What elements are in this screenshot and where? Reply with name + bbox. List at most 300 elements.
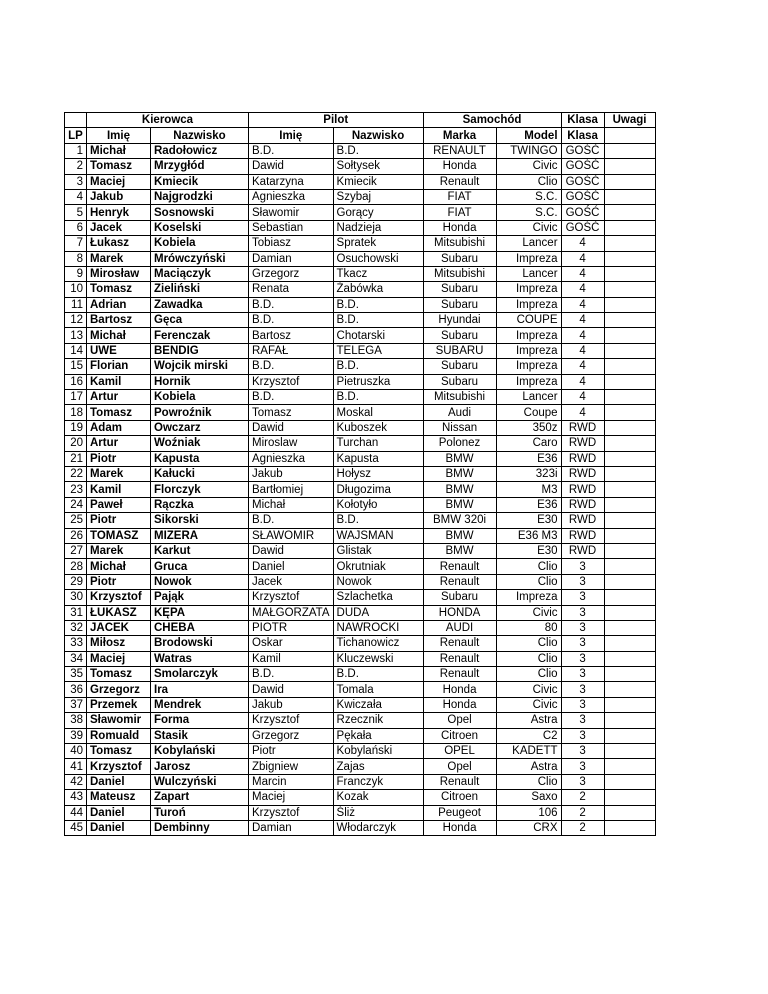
cell-codriver-last-name: Nowok: [333, 574, 423, 589]
table-row: [65, 466, 656, 481]
cell-notes: [604, 343, 655, 358]
results-table: [64, 112, 656, 836]
cell-codriver-last-name: Okrutniak: [333, 559, 423, 574]
cell-car-model: Civic: [496, 605, 561, 620]
cell-notes: [604, 390, 655, 405]
header-pilot-imie: Imię: [249, 128, 334, 143]
cell-driver-first-name: Paweł: [87, 497, 151, 512]
cell-codriver-first-name: Damian: [249, 820, 334, 835]
cell-notes: [604, 143, 655, 158]
header-kierowca-nazwisko: Nazwisko: [151, 128, 249, 143]
cell-car-make: Audi: [423, 405, 496, 420]
table-row: [65, 713, 656, 728]
table-row: [65, 374, 656, 389]
cell-codriver-last-name: Spratek: [333, 236, 423, 251]
cell-codriver-first-name: Dawid: [249, 159, 334, 174]
cell-driver-first-name: Grzegorz: [87, 682, 151, 697]
cell-driver-last-name: Radołowicz: [151, 143, 249, 158]
cell-class: 2: [561, 820, 604, 835]
cell-codriver-first-name: B.D.: [249, 143, 334, 158]
cell-class: RWD: [561, 436, 604, 451]
cell-lp: 29: [65, 574, 87, 589]
cell-driver-last-name: BENDIG: [151, 343, 249, 358]
table-row: [65, 697, 656, 712]
cell-codriver-first-name: Krzysztof: [249, 713, 334, 728]
table-row: [65, 174, 656, 189]
cell-driver-first-name: Michał: [87, 143, 151, 158]
cell-codriver-first-name: Agnieszka: [249, 189, 334, 204]
header-uwagi-blank: [604, 128, 655, 143]
cell-driver-last-name: Jarosz: [151, 759, 249, 774]
cell-codriver-first-name: Michał: [249, 497, 334, 512]
cell-notes: [604, 374, 655, 389]
cell-notes: [604, 189, 655, 204]
cell-codriver-last-name: Kluczewski: [333, 651, 423, 666]
cell-car-make: AUDI: [423, 620, 496, 635]
table-row: [65, 159, 656, 174]
cell-notes: [604, 205, 655, 220]
cell-lp: 1: [65, 143, 87, 158]
cell-lp: 2: [65, 159, 87, 174]
cell-driver-last-name: MIZERA: [151, 528, 249, 543]
cell-notes: [604, 482, 655, 497]
cell-notes: [604, 159, 655, 174]
cell-codriver-first-name: Jacek: [249, 574, 334, 589]
cell-lp: 38: [65, 713, 87, 728]
header-pilot-nazwisko: Nazwisko: [333, 128, 423, 143]
table-row: [65, 266, 656, 281]
cell-lp: 20: [65, 436, 87, 451]
header-pilot: Pilot: [249, 113, 424, 128]
cell-codriver-last-name: Moskal: [333, 405, 423, 420]
cell-notes: [604, 682, 655, 697]
cell-codriver-first-name: Maciej: [249, 790, 334, 805]
cell-lp: 24: [65, 497, 87, 512]
cell-car-make: FIAT: [423, 205, 496, 220]
cell-lp: 43: [65, 790, 87, 805]
cell-codriver-last-name: Franczyk: [333, 774, 423, 789]
cell-lp: 26: [65, 528, 87, 543]
cell-codriver-last-name: B.D.: [333, 513, 423, 528]
cell-codriver-first-name: B.D.: [249, 390, 334, 405]
cell-codriver-last-name: Kmiecik: [333, 174, 423, 189]
cell-car-model: Civic: [496, 682, 561, 697]
cell-class: 3: [561, 697, 604, 712]
cell-codriver-last-name: Kwiczała: [333, 697, 423, 712]
cell-lp: 9: [65, 266, 87, 281]
cell-notes: [604, 590, 655, 605]
cell-class: RWD: [561, 543, 604, 558]
header-kierowca: Kierowca: [87, 113, 249, 128]
cell-codriver-first-name: Jakub: [249, 697, 334, 712]
table-row: [65, 297, 656, 312]
cell-codriver-first-name: RAFAŁ: [249, 343, 334, 358]
cell-car-model: E30: [496, 543, 561, 558]
cell-car-model: Impreza: [496, 359, 561, 374]
cell-class: 3: [561, 667, 604, 682]
table-row: [65, 189, 656, 204]
cell-car-make: RENAULT: [423, 143, 496, 158]
cell-notes: [604, 528, 655, 543]
table-row: [65, 528, 656, 543]
cell-class: 3: [561, 574, 604, 589]
cell-car-make: SUBARU: [423, 343, 496, 358]
cell-class: RWD: [561, 497, 604, 512]
cell-notes: [604, 805, 655, 820]
cell-driver-last-name: Dembinny: [151, 820, 249, 835]
cell-codriver-first-name: Krzysztof: [249, 590, 334, 605]
cell-car-make: BMW 320i: [423, 513, 496, 528]
cell-driver-last-name: Zapart: [151, 790, 249, 805]
cell-car-model: Clio: [496, 636, 561, 651]
cell-driver-last-name: Najgrodzki: [151, 189, 249, 204]
cell-driver-last-name: Gęca: [151, 313, 249, 328]
cell-codriver-last-name: Włodarczyk: [333, 820, 423, 835]
cell-driver-last-name: Wojcik mirski: [151, 359, 249, 374]
cell-driver-first-name: Piotr: [87, 451, 151, 466]
cell-driver-last-name: Mendrek: [151, 697, 249, 712]
cell-codriver-first-name: Krzysztof: [249, 805, 334, 820]
table-row: [65, 451, 656, 466]
cell-class: 4: [561, 328, 604, 343]
cell-class: 4: [561, 343, 604, 358]
cell-class: 3: [561, 728, 604, 743]
cell-lp: 40: [65, 744, 87, 759]
cell-car-model: Impreza: [496, 297, 561, 312]
table-row: [65, 282, 656, 297]
cell-car-model: Lancer: [496, 266, 561, 281]
cell-car-make: Subaru: [423, 328, 496, 343]
cell-notes: [604, 605, 655, 620]
cell-driver-last-name: Sosnowski: [151, 205, 249, 220]
cell-notes: [604, 820, 655, 835]
cell-car-model: Lancer: [496, 236, 561, 251]
cell-notes: [604, 636, 655, 651]
cell-class: 4: [561, 374, 604, 389]
cell-driver-last-name: Mrówczyński: [151, 251, 249, 266]
cell-driver-first-name: Tomasz: [87, 744, 151, 759]
cell-driver-first-name: UWE: [87, 343, 151, 358]
cell-driver-first-name: JACEK: [87, 620, 151, 635]
cell-codriver-last-name: WAJSMAN: [333, 528, 423, 543]
cell-codriver-first-name: Bartłomiej: [249, 482, 334, 497]
cell-driver-last-name: Gruca: [151, 559, 249, 574]
cell-lp: 8: [65, 251, 87, 266]
cell-car-make: Subaru: [423, 359, 496, 374]
cell-codriver-first-name: B.D.: [249, 667, 334, 682]
cell-codriver-first-name: Daniel: [249, 559, 334, 574]
cell-class: RWD: [561, 451, 604, 466]
cell-car-make: Honda: [423, 682, 496, 697]
cell-car-make: Mitsubishi: [423, 236, 496, 251]
cell-lp: 37: [65, 697, 87, 712]
cell-notes: [604, 620, 655, 635]
cell-car-model: E30: [496, 513, 561, 528]
table-row: [65, 728, 656, 743]
cell-class: 2: [561, 805, 604, 820]
cell-car-model: Clio: [496, 574, 561, 589]
cell-notes: [604, 236, 655, 251]
cell-driver-first-name: TOMASZ: [87, 528, 151, 543]
cell-codriver-first-name: Damian: [249, 251, 334, 266]
table-row: [65, 251, 656, 266]
cell-codriver-first-name: B.D.: [249, 359, 334, 374]
cell-car-model: Caro: [496, 436, 561, 451]
cell-car-model: Clio: [496, 174, 561, 189]
cell-car-make: Subaru: [423, 590, 496, 605]
cell-driver-last-name: Florczyk: [151, 482, 249, 497]
table-row: [65, 759, 656, 774]
cell-class: 2: [561, 790, 604, 805]
cell-driver-first-name: Marek: [87, 543, 151, 558]
cell-car-model: Saxo: [496, 790, 561, 805]
cell-codriver-first-name: MAŁGORZATA: [249, 605, 334, 620]
cell-notes: [604, 359, 655, 374]
cell-codriver-last-name: B.D.: [333, 143, 423, 158]
cell-class: GOŚĆ: [561, 143, 604, 158]
cell-car-model: 350z: [496, 420, 561, 435]
cell-driver-first-name: Jacek: [87, 220, 151, 235]
cell-car-make: Honda: [423, 220, 496, 235]
cell-notes: [604, 497, 655, 512]
cell-class: 3: [561, 651, 604, 666]
cell-codriver-first-name: Sławomir: [249, 205, 334, 220]
cell-driver-first-name: Łukasz: [87, 236, 151, 251]
cell-car-model: Impreza: [496, 328, 561, 343]
cell-lp: 35: [65, 667, 87, 682]
cell-class: 3: [561, 636, 604, 651]
cell-codriver-last-name: Kozak: [333, 790, 423, 805]
cell-codriver-first-name: Oskar: [249, 636, 334, 651]
cell-driver-last-name: Maciączyk: [151, 266, 249, 281]
cell-codriver-last-name: TELEGA: [333, 343, 423, 358]
cell-driver-first-name: Romuald: [87, 728, 151, 743]
cell-lp: 17: [65, 390, 87, 405]
cell-lp: 18: [65, 405, 87, 420]
table-body: [65, 143, 656, 836]
cell-driver-last-name: Powroźnik: [151, 405, 249, 420]
table-row: [65, 774, 656, 789]
cell-driver-first-name: Miłosz: [87, 636, 151, 651]
cell-lp: 21: [65, 451, 87, 466]
cell-lp: 41: [65, 759, 87, 774]
cell-class: GOŚĆ: [561, 189, 604, 204]
cell-codriver-first-name: Grzegorz: [249, 728, 334, 743]
cell-lp: 16: [65, 374, 87, 389]
cell-car-make: FIAT: [423, 189, 496, 204]
cell-driver-first-name: Marek: [87, 251, 151, 266]
cell-notes: [604, 405, 655, 420]
cell-driver-first-name: Mirosław: [87, 266, 151, 281]
cell-lp: 32: [65, 620, 87, 635]
cell-class: RWD: [561, 528, 604, 543]
cell-car-make: Renault: [423, 651, 496, 666]
cell-lp: 22: [65, 466, 87, 481]
cell-lp: 4: [65, 189, 87, 204]
header-marka: Marka: [423, 128, 496, 143]
header-row-groups: [65, 113, 656, 128]
cell-lp: 28: [65, 559, 87, 574]
cell-car-make: Renault: [423, 574, 496, 589]
cell-car-make: Nissan: [423, 420, 496, 435]
cell-driver-first-name: Sławomir: [87, 713, 151, 728]
cell-driver-first-name: Adrian: [87, 297, 151, 312]
cell-driver-last-name: Ira: [151, 682, 249, 697]
table-row: [65, 143, 656, 158]
cell-driver-last-name: Smolarczyk: [151, 667, 249, 682]
cell-lp: 14: [65, 343, 87, 358]
cell-car-make: BMW: [423, 466, 496, 481]
cell-car-model: TWINGO: [496, 143, 561, 158]
cell-car-make: Opel: [423, 713, 496, 728]
cell-codriver-first-name: Zbigniew: [249, 759, 334, 774]
cell-car-model: 106: [496, 805, 561, 820]
cell-codriver-first-name: Tobiasz: [249, 236, 334, 251]
cell-codriver-last-name: B.D.: [333, 297, 423, 312]
table-row: [65, 390, 656, 405]
cell-car-model: Impreza: [496, 282, 561, 297]
table-row: [65, 543, 656, 558]
cell-notes: [604, 667, 655, 682]
cell-car-model: E36 M3: [496, 528, 561, 543]
cell-driver-last-name: Woźniak: [151, 436, 249, 451]
cell-driver-first-name: Krzysztof: [87, 590, 151, 605]
cell-codriver-last-name: Pękała: [333, 728, 423, 743]
cell-codriver-first-name: Sebastian: [249, 220, 334, 235]
cell-notes: [604, 713, 655, 728]
cell-codriver-first-name: SŁAWOMIR: [249, 528, 334, 543]
cell-car-model: C2: [496, 728, 561, 743]
cell-codriver-last-name: Gorący: [333, 205, 423, 220]
cell-driver-last-name: Hornik: [151, 374, 249, 389]
cell-driver-first-name: Daniel: [87, 805, 151, 820]
cell-codriver-last-name: Kapusta: [333, 451, 423, 466]
cell-lp: 7: [65, 236, 87, 251]
cell-driver-first-name: Jakub: [87, 189, 151, 204]
cell-car-make: OPEL: [423, 744, 496, 759]
cell-lp: 42: [65, 774, 87, 789]
cell-driver-first-name: Daniel: [87, 820, 151, 835]
cell-car-model: Impreza: [496, 374, 561, 389]
cell-lp: 36: [65, 682, 87, 697]
cell-car-model: E36: [496, 451, 561, 466]
cell-lp: 12: [65, 313, 87, 328]
table-row: [65, 436, 656, 451]
cell-driver-last-name: Kobylański: [151, 744, 249, 759]
cell-notes: [604, 266, 655, 281]
cell-driver-last-name: Ferenczak: [151, 328, 249, 343]
cell-class: GOŚĆ: [561, 220, 604, 235]
cell-driver-first-name: Artur: [87, 390, 151, 405]
cell-notes: [604, 220, 655, 235]
cell-codriver-first-name: Bartosz: [249, 328, 334, 343]
cell-car-make: Polonez: [423, 436, 496, 451]
cell-codriver-first-name: Kamil: [249, 651, 334, 666]
cell-codriver-last-name: DUDA: [333, 605, 423, 620]
cell-notes: [604, 466, 655, 481]
cell-class: 4: [561, 390, 604, 405]
cell-notes: [604, 574, 655, 589]
cell-codriver-first-name: B.D.: [249, 513, 334, 528]
cell-codriver-first-name: Piotr: [249, 744, 334, 759]
cell-car-model: M3: [496, 482, 561, 497]
cell-car-make: Honda: [423, 159, 496, 174]
cell-codriver-last-name: Żabówka: [333, 282, 423, 297]
cell-notes: [604, 774, 655, 789]
cell-notes: [604, 543, 655, 558]
cell-driver-last-name: Zieliński: [151, 282, 249, 297]
cell-lp: 11: [65, 297, 87, 312]
cell-driver-last-name: Zawadka: [151, 297, 249, 312]
cell-codriver-first-name: Dawid: [249, 543, 334, 558]
cell-codriver-last-name: Śliż: [333, 805, 423, 820]
cell-driver-last-name: Kobiela: [151, 236, 249, 251]
cell-car-make: Opel: [423, 759, 496, 774]
cell-car-make: Renault: [423, 174, 496, 189]
cell-codriver-first-name: Marcin: [249, 774, 334, 789]
cell-car-make: Renault: [423, 774, 496, 789]
cell-class: 3: [561, 774, 604, 789]
cell-driver-first-name: Krzysztof: [87, 759, 151, 774]
cell-codriver-last-name: Rzecznik: [333, 713, 423, 728]
cell-class: 3: [561, 559, 604, 574]
cell-driver-first-name: Bartosz: [87, 313, 151, 328]
cell-class: GOŚĆ: [561, 174, 604, 189]
cell-lp: 10: [65, 282, 87, 297]
cell-driver-first-name: Maciej: [87, 174, 151, 189]
cell-class: 3: [561, 605, 604, 620]
table-row: [65, 343, 656, 358]
cell-driver-first-name: Daniel: [87, 774, 151, 789]
cell-codriver-last-name: Chotarski: [333, 328, 423, 343]
cell-codriver-last-name: Tichanowicz: [333, 636, 423, 651]
cell-car-model: Impreza: [496, 343, 561, 358]
table-row: [65, 236, 656, 251]
header-kierowca-imie: Imię: [87, 128, 151, 143]
cell-driver-first-name: Tomasz: [87, 282, 151, 297]
cell-lp: 33: [65, 636, 87, 651]
cell-car-model: Clio: [496, 774, 561, 789]
header-model: Model: [496, 128, 561, 143]
cell-notes: [604, 513, 655, 528]
cell-codriver-last-name: Zajas: [333, 759, 423, 774]
header-lp: LP: [65, 128, 87, 143]
cell-car-model: Civic: [496, 220, 561, 235]
cell-driver-first-name: Marek: [87, 466, 151, 481]
cell-class: 4: [561, 313, 604, 328]
cell-class: 4: [561, 282, 604, 297]
cell-driver-last-name: Wulczyński: [151, 774, 249, 789]
cell-driver-first-name: Artur: [87, 436, 151, 451]
cell-car-model: Astra: [496, 759, 561, 774]
cell-lp: 34: [65, 651, 87, 666]
table-row: [65, 682, 656, 697]
header-uwagi: Uwagi: [604, 113, 655, 128]
cell-class: 3: [561, 682, 604, 697]
cell-driver-first-name: Tomasz: [87, 159, 151, 174]
cell-driver-last-name: Koselski: [151, 220, 249, 235]
table-row: [65, 605, 656, 620]
cell-codriver-first-name: Jakub: [249, 466, 334, 481]
cell-car-make: Honda: [423, 820, 496, 835]
cell-driver-last-name: Watras: [151, 651, 249, 666]
cell-driver-first-name: Henryk: [87, 205, 151, 220]
cell-car-make: Renault: [423, 667, 496, 682]
cell-driver-last-name: Forma: [151, 713, 249, 728]
cell-car-make: Renault: [423, 636, 496, 651]
cell-car-make: Citroen: [423, 790, 496, 805]
cell-notes: [604, 759, 655, 774]
